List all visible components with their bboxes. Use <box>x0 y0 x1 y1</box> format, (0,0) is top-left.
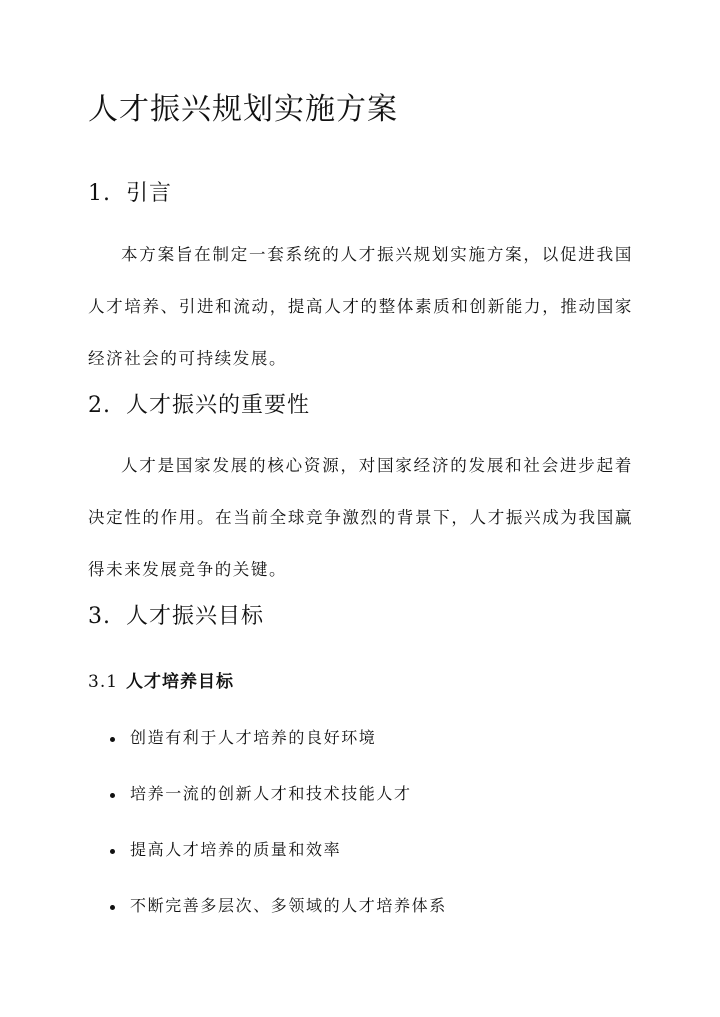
list-item <box>88 838 447 894</box>
list-item-text: 培养一流的创新人才和技术技能人才 <box>130 784 412 803</box>
section-number: 3. <box>88 604 111 629</box>
list-item-text: 提高人才培养的质量和效率 <box>130 840 342 859</box>
section-heading-importance <box>88 388 310 419</box>
list-item <box>88 894 447 950</box>
bullet-icon <box>110 849 115 854</box>
section-heading-goals <box>88 599 264 630</box>
subsection-heading-training-goals <box>88 667 234 692</box>
section-heading-introduction <box>88 176 172 207</box>
section-title: 人才振兴目标 <box>126 604 265 629</box>
list-item <box>88 782 447 838</box>
list-item-text: 创造有利于人才培养的良好环境 <box>130 728 377 747</box>
section-title: 引言 <box>126 181 173 206</box>
section-paragraph-introduction: 本方案旨在制定一套系统的人才振兴规划实施方案，以促进我国人才培养、引进和流动，提高人才的整体素质和创新能力，推动国家经济社会的可持续发展。 <box>88 245 633 368</box>
bullet-icon <box>110 737 115 742</box>
section-number: 1. <box>88 181 111 206</box>
section-title: 人才振兴的重要性 <box>126 393 311 418</box>
section-number: 2. <box>88 393 111 418</box>
document-title: 人才振兴规划实施方案 <box>88 92 398 127</box>
bullet-icon <box>110 905 115 910</box>
list-item-text: 不断完善多层次、多领域的人才培养体系 <box>130 896 447 915</box>
list-item <box>88 726 447 782</box>
subsection-title: 人才培养目标 <box>126 672 234 692</box>
bullet-icon <box>110 793 115 798</box>
subsection-number: 3.1 <box>88 672 119 692</box>
training-goals-list <box>88 726 447 950</box>
section-paragraph-importance: 人才是国家发展的核心资源，对国家经济的发展和社会进步起着决定性的作用。在当前全球竞争激烈的背景下，人才振兴成为我国赢得未来发展竞争的关键。 <box>88 456 633 579</box>
